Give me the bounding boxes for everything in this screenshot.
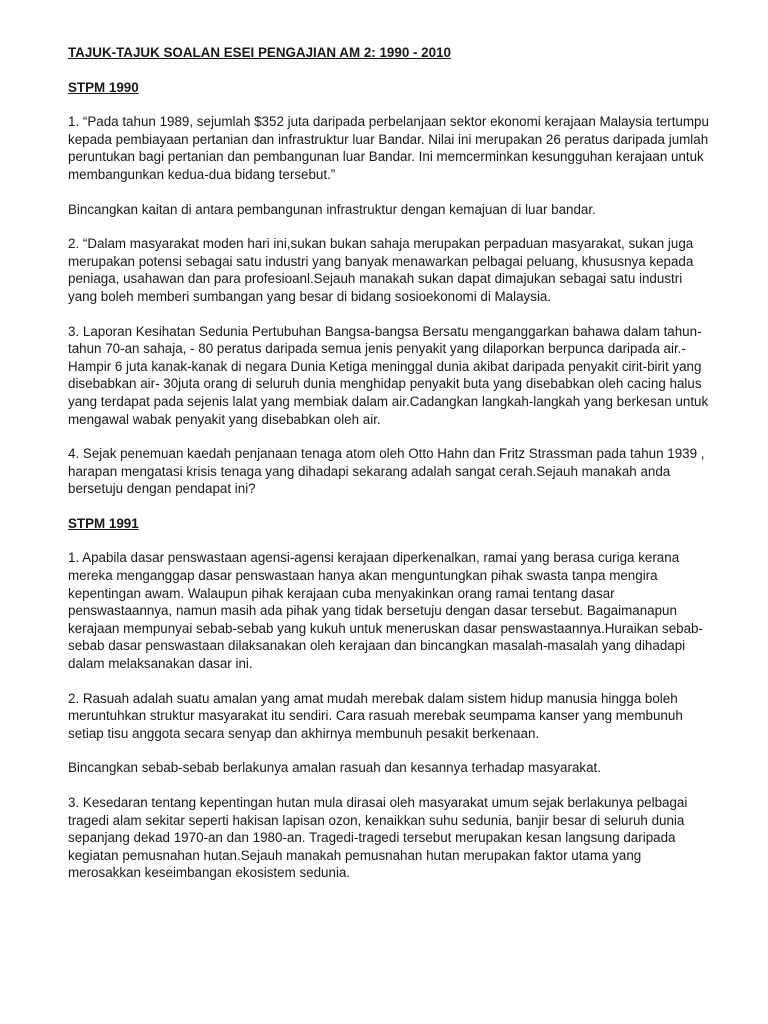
document-page <box>68 44 713 899</box>
question-paragraph: 1. Apabila dasar penswastaan agensi-agensi kerajaan diperkenalkan, ramai yang berasa curiga kerana mereka menganggap dasar penswastaan hanya akan menguntungkan pihak swasta tanpa mengira kepentingan awam. Walaupun pihak kerajaan cuba menyakinkan orang ramai tentang dasar penswastaannya, namun masih ada pihak yang tidak bersetuju dengan dasar tersebut. Bagaimanapun kerajaan mempunyai sebab-sebab yang kukuh untuk meneruskan dasar penswastaannya.Huraikan sebab-sebab dasar penswastaan dilaksanakan oleh kerajaan dan bincangkan masalah-masalah yang dihadapi dalam melaksanakan dasar ini. <box>68 550 703 672</box>
section-stpm-1991 <box>68 515 713 882</box>
section-heading: STPM 1991 <box>68 515 139 531</box>
section-heading: STPM 1990 <box>68 79 139 95</box>
question-paragraph: 2. “Dalam masyarakat moden hari ini,sukan bukan sahaja merupakan perpaduan masyarakat, sukan juga merupakan potensi sebagai satu industri yang banyak menawarkan pelbagai peluang, khususnya kepada peniaga, usahawan dan para profesioanl.Sejauh manakah sukan dapat dimajukan sebagai satu industri yang boleh memberi sumbangan yang besar di bidang sosioekonomi di Malaysia. <box>68 236 694 304</box>
document-title: TAJUK-TAJUK SOALAN ESEI PENGAJIAN AM 2: 1990 - 2010 <box>68 45 451 60</box>
question-paragraph: 1. “Pada tahun 1989, sejumlah $352 juta daripada perbelanjaan sektor ekonomi kerajaan Malaysia tertumpu kepada pembiayaan pertanian dan infrastruktur luar Bandar. Nilai ini merupakan 26 peratus daripada jumlah peruntukan bagi pertanian dan pembangunan luar Bandar. Ini memcerminkan kesungguhan kerajaan untuk membangunkan kedua-dua bidang tersebut.” <box>68 114 709 182</box>
question-paragraph: 3. Laporan Kesihatan Sedunia Pertubuhan Bangsa-bangsa Bersatu menganggarkan bahawa dalam tahun-tahun 70-an sahaja, - 80 peratus daripada semua jenis penyakit yang dilaporkan berpunca daripada air.- Hampir 6 juta kanak-kanak di negara Dunia Ketiga meninggal dunia akibat daripada penyakit cirit-birit yang disebabkan air- 30juta orang di seluruh dunia menghidap penyakit buta yang disebabkan oleh cacing halus yang terdapat pada sejenis lalat yang membiak dalam air.Cadangkan langkah-langkah yang berkesan untuk mengawal wabak penyakit yang disebabkan oleh air. <box>68 323 709 427</box>
question-paragraph: 2. Rasuah adalah suatu amalan yang amat mudah merebak dalam sistem hidup manusia hingga boleh meruntuhkan struktur masyarakat itu sendiri. Cara rasuah merebak seumpama kanser yang membunuh setiap tisu anggota secara senyap dan akhirnya membunuh pesakit berkenaan. <box>68 690 683 741</box>
question-paragraph: 4. Sejak penemuan kaedah penjanaan tenaga atom oleh Otto Hahn dan Fritz Strassman pada tahun 1939 , harapan mengatasi krisis tenaga yang dihadapi sekarang adalah sangat cerah.Sejauh manakah anda bersetuju dengan pendapat ini? <box>68 446 705 497</box>
question-paragraph: Bincangkan sebab-sebab berlakunya amalan rasuah dan kesannya terhadap masyarakat. <box>68 760 601 776</box>
question-paragraph: Bincangkan kaitan di antara pembangunan infrastruktur dengan kemajuan di luar bandar. <box>68 201 596 217</box>
question-paragraph: 3. Kesedaran tentang kepentingan hutan mula dirasai oleh masyarakat umum sejak berlakunya pelbagai tragedi alam sekitar seperti hakisan lapisan ozon, kenaikkan suhu sedunia, banjir besar di seluruh dunia sepanjang dekad 1970-an dan 1980-an. Tragedi-tragedi tersebut merupakan kesan langsung daripada kegiatan pemusnahan hutan.Sejauh manakah pemusnahan hutan merupakan faktor utama yang merosakkan keseimbangan ekosistem sedunia. <box>68 795 688 881</box>
section-stpm-1990 <box>68 79 713 498</box>
